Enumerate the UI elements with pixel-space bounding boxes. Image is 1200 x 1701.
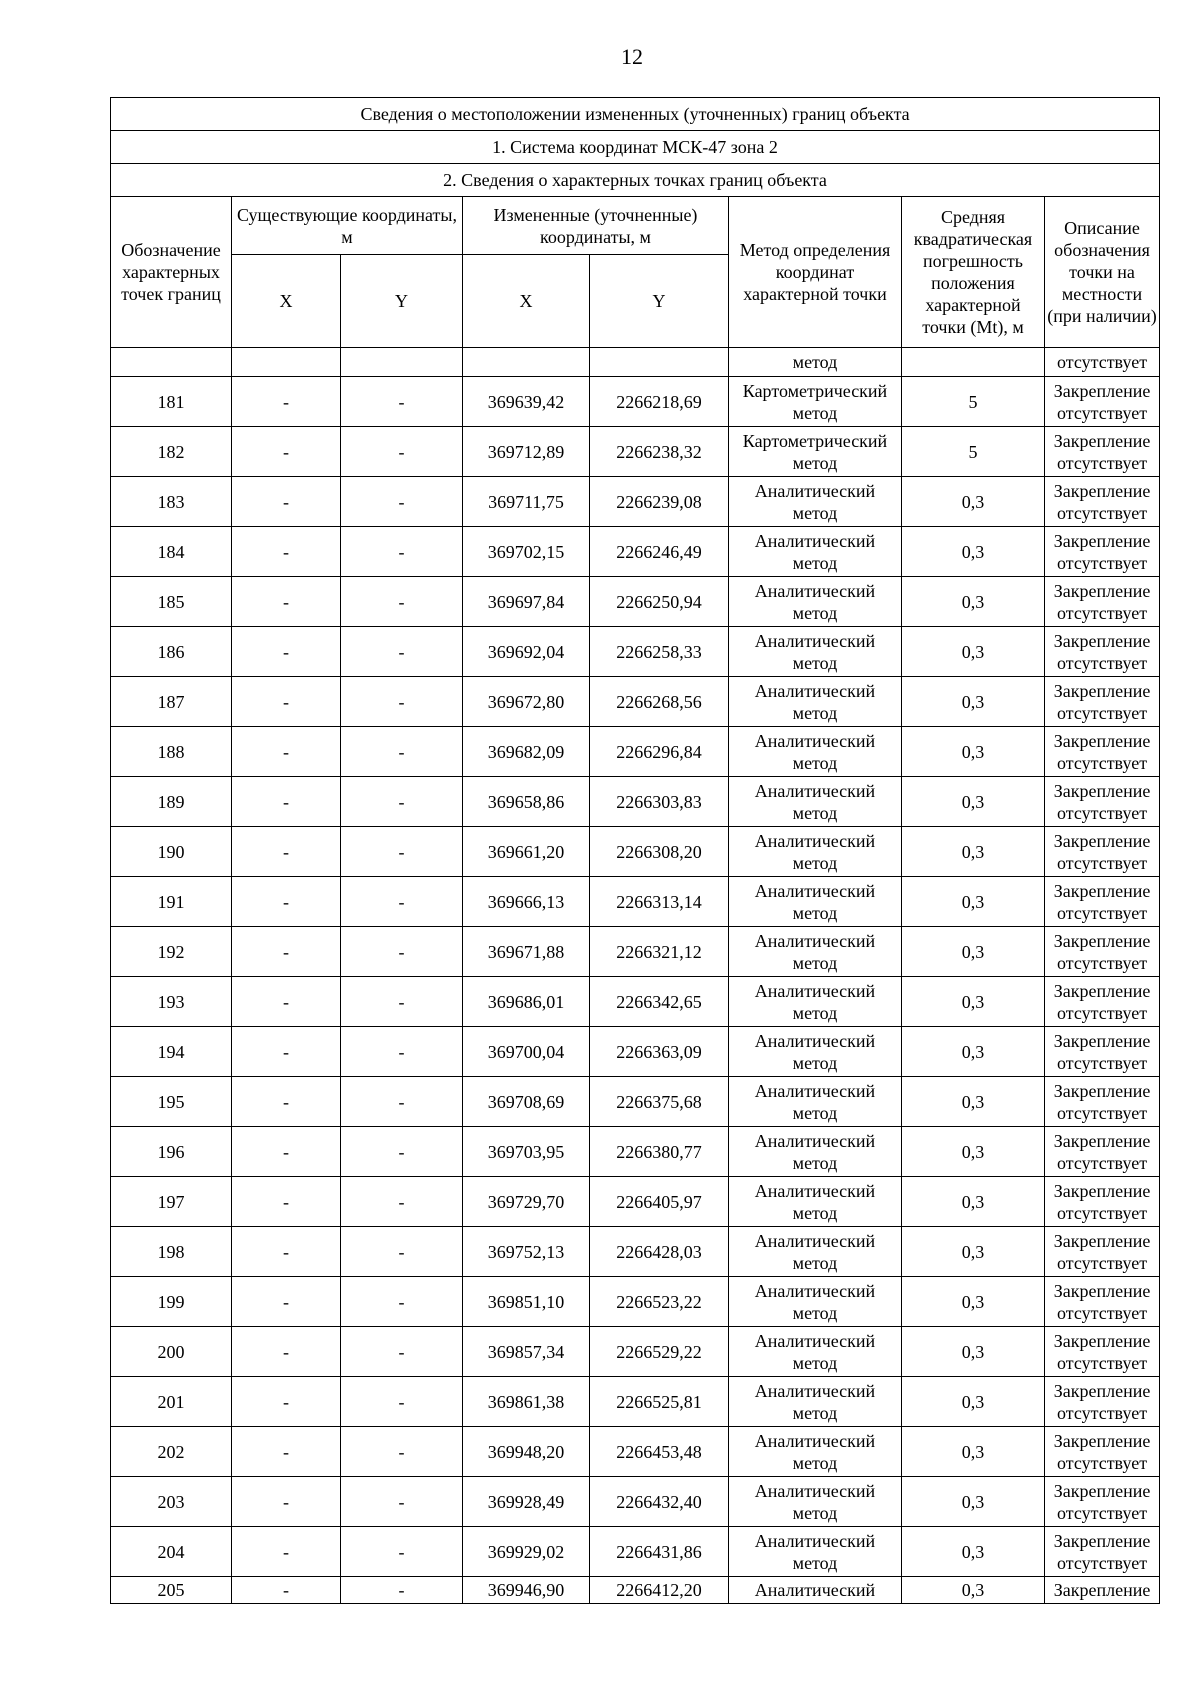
cell-existing-x: - <box>232 1127 341 1177</box>
cell-existing-x: - <box>232 1577 341 1604</box>
cell-existing-x: - <box>232 527 341 577</box>
cell-existing-y: - <box>341 677 463 727</box>
cell-existing-y: - <box>341 1277 463 1327</box>
cell-error: 0,3 <box>902 527 1045 577</box>
cell-error: 0,3 <box>902 1477 1045 1527</box>
cell-existing-x: - <box>232 377 341 427</box>
cell-description: Закрепление отсутствует <box>1045 877 1160 927</box>
cell-point-id: 205 <box>111 1577 232 1604</box>
cell-existing-x: - <box>232 1477 341 1527</box>
header-existing-x: X <box>232 255 341 348</box>
cell-error: 0,3 <box>902 577 1045 627</box>
cell-existing-x: - <box>232 777 341 827</box>
cell-existing-y: - <box>341 977 463 1027</box>
cell-error: 0,3 <box>902 677 1045 727</box>
cell-description: Закрепление отсутствует <box>1045 727 1160 777</box>
cell-description: Закрепление отсутствует <box>1045 827 1160 877</box>
cell-changed-y: 2266218,69 <box>590 377 729 427</box>
table-row <box>111 1127 1160 1177</box>
cell-description: Закрепление отсутствует <box>1045 1227 1160 1277</box>
cell-changed-y: 2266525,81 <box>590 1377 729 1427</box>
cell-existing-x: - <box>232 727 341 777</box>
cell-point-id: 193 <box>111 977 232 1027</box>
cell-existing-y: - <box>341 927 463 977</box>
cell-changed-y: 2266268,56 <box>590 677 729 727</box>
table-row <box>111 1527 1160 1577</box>
cell-changed-y: 2266303,83 <box>590 777 729 827</box>
cell-changed-x: 369752,13 <box>463 1227 590 1277</box>
cell-existing-x: - <box>232 1277 341 1327</box>
cell-error: 0,3 <box>902 877 1045 927</box>
cell-description: Закрепление отсутствует <box>1045 677 1160 727</box>
table-row <box>111 377 1160 427</box>
cell-changed-y: 2266363,09 <box>590 1027 729 1077</box>
cell-changed-y: 2266321,12 <box>590 927 729 977</box>
header-designation: Обозначение характерных точек границ <box>111 197 232 348</box>
table-row-last <box>111 1577 1160 1604</box>
cell-point-id: 185 <box>111 577 232 627</box>
cell-changed-y: 2266523,22 <box>590 1277 729 1327</box>
cell-changed-x: 369697,84 <box>463 577 590 627</box>
cell-changed-x: 369682,09 <box>463 727 590 777</box>
cell-description: Закрепление отсутствует <box>1045 1327 1160 1377</box>
cell-existing-x: - <box>232 677 341 727</box>
table-row <box>111 1377 1160 1427</box>
cell-existing-y: - <box>341 1027 463 1077</box>
table-row <box>111 1027 1160 1077</box>
cell-description: Закрепление отсутствует <box>1045 927 1160 977</box>
header-changed-y: Y <box>590 255 729 348</box>
cell-changed-y: 2266380,77 <box>590 1127 729 1177</box>
cell-existing-y: - <box>341 1377 463 1427</box>
cell-existing-y: - <box>341 1427 463 1477</box>
cell-point-id: 192 <box>111 927 232 977</box>
cell-description: Закрепление отсутствует <box>1045 1377 1160 1427</box>
cell-method: Аналитический метод <box>729 1127 902 1177</box>
cell-method: Аналитический метод <box>729 1177 902 1227</box>
table-row <box>111 677 1160 727</box>
cell-error: 0,3 <box>902 727 1045 777</box>
cell-error: 0,3 <box>902 1527 1045 1577</box>
cell-existing-y: - <box>341 577 463 627</box>
header-error: Средняя квадратическая погрешность положения характерной точки (Mt), м <box>902 197 1045 348</box>
table-row <box>111 977 1160 1027</box>
cell-existing-x: - <box>232 1527 341 1577</box>
page-number: 12 <box>621 44 643 69</box>
cell-method: Картометрический метод <box>729 427 902 477</box>
cell-description: Закрепление отсутствует <box>1045 1477 1160 1527</box>
cell-error: 0,3 <box>902 1027 1045 1077</box>
cell-point-id: 195 <box>111 1077 232 1127</box>
cell-description: Закрепление отсутствует <box>1045 377 1160 427</box>
cell-method: Аналитический метод <box>729 577 902 627</box>
table-row <box>111 1227 1160 1277</box>
cell-error: 0,3 <box>902 927 1045 977</box>
continuation-row <box>111 348 1160 377</box>
cell-error: 0,3 <box>902 1377 1045 1427</box>
cell-point-id: 190 <box>111 827 232 877</box>
cell-method: Аналитический метод <box>729 1227 902 1277</box>
cell-error: 0,3 <box>902 977 1045 1027</box>
cell-description: Закрепление отсутствует <box>1045 1127 1160 1177</box>
cell-error: 0,3 <box>902 827 1045 877</box>
cell-existing-y: - <box>341 1077 463 1127</box>
cell-changed-x: 369666,13 <box>463 877 590 927</box>
cell-method: Аналитический метод <box>729 1327 902 1377</box>
cell-existing-y: - <box>341 1227 463 1277</box>
cell-description: Закрепление отсутствует <box>1045 1427 1160 1477</box>
continuation-description: отсутствует <box>1045 348 1160 377</box>
cell-method: Аналитический метод <box>729 627 902 677</box>
cell-existing-x: - <box>232 977 341 1027</box>
cell-existing-x: - <box>232 827 341 877</box>
cell-existing-x: - <box>232 1027 341 1077</box>
cell-existing-x: - <box>232 1227 341 1277</box>
cell-existing-x: - <box>232 927 341 977</box>
cell-method: Аналитический метод <box>729 527 902 577</box>
cell-changed-x: 369661,20 <box>463 827 590 877</box>
header-changed-x: X <box>463 255 590 348</box>
cell-point-id: 198 <box>111 1227 232 1277</box>
table-row <box>111 627 1160 677</box>
cell-changed-y: 2266238,32 <box>590 427 729 477</box>
table-row <box>111 877 1160 927</box>
cell-description: Закрепление отсутствует <box>1045 777 1160 827</box>
cell-existing-y: - <box>341 827 463 877</box>
cell-point-id: 194 <box>111 1027 232 1077</box>
cell-method: Аналитический метод <box>729 877 902 927</box>
cell-changed-x: 369711,75 <box>463 477 590 527</box>
cell-point-id: 184 <box>111 527 232 577</box>
cell-changed-y: 2266412,20 <box>590 1577 729 1604</box>
cell-method: Аналитический метод <box>729 1477 902 1527</box>
cell-method: Аналитический метод <box>729 1027 902 1077</box>
cell-error: 0,3 <box>902 1427 1045 1477</box>
cell-existing-y: - <box>341 777 463 827</box>
cell-method: Аналитический метод <box>729 827 902 877</box>
table-row <box>111 1177 1160 1227</box>
cell-existing-y: - <box>341 427 463 477</box>
cell-description: Закрепление <box>1045 1577 1160 1604</box>
cell-error: 0,3 <box>902 1227 1045 1277</box>
cell-point-id: 186 <box>111 627 232 677</box>
cell-point-id: 199 <box>111 1277 232 1327</box>
cell-description: Закрепление отсутствует <box>1045 427 1160 477</box>
cell-point-id: 200 <box>111 1327 232 1377</box>
cell-error: 0,3 <box>902 1177 1045 1227</box>
cell-changed-x: 369729,70 <box>463 1177 590 1227</box>
cell-error: 5 <box>902 427 1045 477</box>
cell-changed-x: 369929,02 <box>463 1527 590 1577</box>
cell-point-id: 183 <box>111 477 232 527</box>
cell-changed-x: 369658,86 <box>463 777 590 827</box>
cell-changed-x: 369672,80 <box>463 677 590 727</box>
cell-changed-x: 369851,10 <box>463 1277 590 1327</box>
cell-description: Закрепление отсутствует <box>1045 527 1160 577</box>
table-row <box>111 477 1160 527</box>
cell-changed-x: 369861,38 <box>463 1377 590 1427</box>
table-row <box>111 577 1160 627</box>
cell-existing-x: - <box>232 1427 341 1477</box>
header-changed-coordinates: Измененные (уточненные) координаты, м <box>463 197 729 255</box>
cell-changed-y: 2266308,20 <box>590 827 729 877</box>
continuation-method: метод <box>729 348 902 377</box>
header-existing-y: Y <box>341 255 463 348</box>
cell-point-id: 204 <box>111 1527 232 1577</box>
cell-changed-y: 2266342,65 <box>590 977 729 1027</box>
cell-method: Аналитический метод <box>729 1077 902 1127</box>
cell-method: Аналитический <box>729 1577 902 1604</box>
cell-existing-x: - <box>232 1327 341 1377</box>
cell-error: 0,3 <box>902 777 1045 827</box>
cell-method: Аналитический метод <box>729 727 902 777</box>
table-row <box>111 1277 1160 1327</box>
table-row <box>111 1077 1160 1127</box>
cell-changed-y: 2266431,86 <box>590 1527 729 1577</box>
cell-changed-y: 2266428,03 <box>590 1227 729 1277</box>
cell-existing-x: - <box>232 1377 341 1427</box>
cell-changed-x: 369639,42 <box>463 377 590 427</box>
cell-changed-x: 369671,88 <box>463 927 590 977</box>
cell-error: 5 <box>902 377 1045 427</box>
cell-error: 0,3 <box>902 1327 1045 1377</box>
cell-method: Аналитический метод <box>729 1427 902 1477</box>
cell-error: 0,3 <box>902 1127 1045 1177</box>
header-method: Метод определения координат характерной точки <box>729 197 902 348</box>
cell-changed-y: 2266258,33 <box>590 627 729 677</box>
cell-method: Картометрический метод <box>729 377 902 427</box>
cell-changed-y: 2266239,08 <box>590 477 729 527</box>
cell-existing-y: - <box>341 1127 463 1177</box>
cell-existing-y: - <box>341 1527 463 1577</box>
cell-existing-x: - <box>232 877 341 927</box>
cell-description: Закрепление отсутствует <box>1045 1177 1160 1227</box>
cell-description: Закрепление отсутствует <box>1045 1027 1160 1077</box>
cell-method: Аналитический метод <box>729 927 902 977</box>
cell-method: Аналитический метод <box>729 977 902 1027</box>
cell-point-id: 181 <box>111 377 232 427</box>
cell-changed-y: 2266375,68 <box>590 1077 729 1127</box>
cell-changed-y: 2266296,84 <box>590 727 729 777</box>
cell-description: Закрепление отсутствует <box>1045 627 1160 677</box>
cell-point-id: 182 <box>111 427 232 477</box>
cell-changed-x: 369708,69 <box>463 1077 590 1127</box>
cell-point-id: 191 <box>111 877 232 927</box>
cell-error: 0,3 <box>902 627 1045 677</box>
cell-existing-x: - <box>232 627 341 677</box>
table-row <box>111 1427 1160 1477</box>
cell-description: Закрепление отсутствует <box>1045 1527 1160 1577</box>
table-row <box>111 527 1160 577</box>
cell-description: Закрепление отсутствует <box>1045 1077 1160 1127</box>
table-row <box>111 777 1160 827</box>
cell-existing-y: - <box>341 477 463 527</box>
cell-changed-x: 369702,15 <box>463 527 590 577</box>
cell-point-id: 203 <box>111 1477 232 1527</box>
cell-existing-y: - <box>341 727 463 777</box>
cell-changed-y: 2266246,49 <box>590 527 729 577</box>
cell-changed-x: 369686,01 <box>463 977 590 1027</box>
cell-changed-x: 369692,04 <box>463 627 590 677</box>
table-row <box>111 1477 1160 1527</box>
cell-existing-y: - <box>341 1327 463 1377</box>
boundary-points-table <box>110 97 1160 1604</box>
table-title: Сведения о местоположении измененных (уточненных) границ объекта <box>111 98 1160 131</box>
cell-existing-y: - <box>341 877 463 927</box>
cell-changed-x: 369703,95 <box>463 1127 590 1177</box>
cell-existing-y: - <box>341 377 463 427</box>
cell-changed-x: 369700,04 <box>463 1027 590 1077</box>
cell-method: Аналитический метод <box>729 677 902 727</box>
cell-point-id: 187 <box>111 677 232 727</box>
cell-changed-y: 2266250,94 <box>590 577 729 627</box>
table-row <box>111 427 1160 477</box>
cell-existing-y: - <box>341 527 463 577</box>
cell-changed-y: 2266405,97 <box>590 1177 729 1227</box>
cell-existing-x: - <box>232 1177 341 1227</box>
cell-method: Аналитический метод <box>729 1527 902 1577</box>
cell-point-id: 196 <box>111 1127 232 1177</box>
cell-description: Закрепление отсутствует <box>1045 577 1160 627</box>
cell-description: Закрепление отсутствует <box>1045 1277 1160 1327</box>
cell-existing-y: - <box>341 1177 463 1227</box>
cell-point-id: 189 <box>111 777 232 827</box>
cell-changed-y: 2266453,48 <box>590 1427 729 1477</box>
cell-changed-y: 2266529,22 <box>590 1327 729 1377</box>
cell-existing-x: - <box>232 477 341 527</box>
cell-error: 0,3 <box>902 1577 1045 1604</box>
cell-error: 0,3 <box>902 1077 1045 1127</box>
cell-existing-x: - <box>232 427 341 477</box>
cell-error: 0,3 <box>902 477 1045 527</box>
cell-point-id: 197 <box>111 1177 232 1227</box>
cell-point-id: 202 <box>111 1427 232 1477</box>
cell-changed-x: 369948,20 <box>463 1427 590 1477</box>
cell-changed-x: 369712,89 <box>463 427 590 477</box>
cell-point-id: 201 <box>111 1377 232 1427</box>
cell-point-id: 188 <box>111 727 232 777</box>
table-row <box>111 1327 1160 1377</box>
cell-method: Аналитический метод <box>729 1277 902 1327</box>
cell-changed-x: 369946,90 <box>463 1577 590 1604</box>
section-coordinate-system: 1. Система координат МСК-47 зона 2 <box>111 131 1160 164</box>
cell-changed-y: 2266313,14 <box>590 877 729 927</box>
cell-method: Аналитический метод <box>729 1377 902 1427</box>
table-row <box>111 927 1160 977</box>
cell-existing-x: - <box>232 1077 341 1127</box>
cell-changed-x: 369928,49 <box>463 1477 590 1527</box>
cell-existing-y: - <box>341 1477 463 1527</box>
table-row <box>111 827 1160 877</box>
cell-changed-y: 2266432,40 <box>590 1477 729 1527</box>
cell-error: 0,3 <box>902 1277 1045 1327</box>
cell-changed-x: 369857,34 <box>463 1327 590 1377</box>
section-characteristic-points: 2. Сведения о характерных точках границ объекта <box>111 164 1160 197</box>
cell-method: Аналитический метод <box>729 777 902 827</box>
header-description: Описание обозначения точки на местности (при наличии) <box>1045 197 1160 348</box>
cell-method: Аналитический метод <box>729 477 902 527</box>
cell-existing-x: - <box>232 577 341 627</box>
cell-description: Закрепление отсутствует <box>1045 477 1160 527</box>
cell-existing-y: - <box>341 627 463 677</box>
cell-existing-y: - <box>341 1577 463 1604</box>
header-existing-coordinates: Существующие координаты, м <box>232 197 463 255</box>
cell-description: Закрепление отсутствует <box>1045 977 1160 1027</box>
table-row <box>111 727 1160 777</box>
